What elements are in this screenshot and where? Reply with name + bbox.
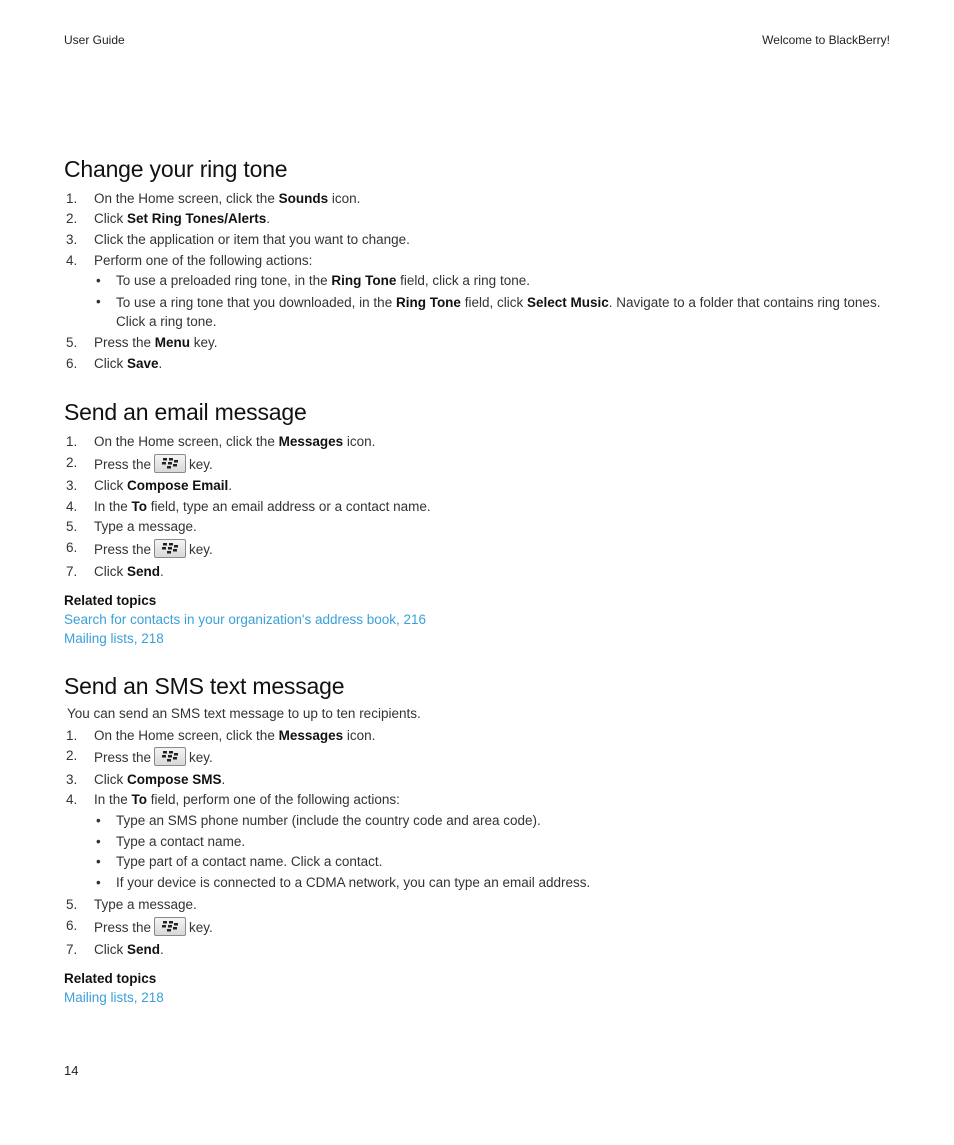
step-text: Press the key.	[94, 454, 213, 474]
step-text: Click Compose Email.	[94, 478, 233, 493]
step-number: 6.	[66, 356, 78, 371]
blackberry-menu-key-icon	[154, 747, 186, 766]
step-text: Press the Menu key.	[94, 335, 218, 350]
bullet-text: Type part of a contact name. Click a contact.	[116, 854, 383, 869]
bullet-marker: •	[96, 273, 101, 288]
step-text: Press the key.	[94, 747, 213, 767]
step-text: On the Home screen, click the Messages icon.	[94, 434, 376, 449]
bullet-text: To use a ring tone that you downloaded, in the Ring Tone field, click Select Music. Navigate to a folder that contains ring tones. Click a ring tone.	[116, 295, 881, 329]
related-topics-heading: Related topics	[64, 971, 157, 986]
bullet-text: Type an SMS phone number (include the country code and area code).	[116, 813, 541, 828]
bullet-marker: •	[96, 854, 101, 869]
bullet-marker: •	[96, 294, 101, 309]
step-number: 2.	[66, 211, 78, 226]
related-topic-link[interactable]: Search for contacts in your organization's address book, 216	[64, 612, 427, 627]
section-title-sms: Send an SMS text message	[64, 673, 345, 699]
step-number: 7.	[66, 942, 78, 957]
step-text: In the To field, perform one of the following actions:	[94, 792, 400, 807]
running-header-left: User Guide	[64, 33, 125, 47]
step-number: 4.	[66, 792, 78, 807]
step-number: 2.	[66, 748, 78, 763]
page-number: 14	[64, 1063, 79, 1078]
step-number: 1.	[66, 728, 78, 743]
related-topic-link[interactable]: Mailing lists, 218	[64, 990, 164, 1005]
step-number: 1.	[66, 434, 78, 449]
step-number: 7.	[66, 564, 78, 579]
step-number: 5.	[66, 335, 78, 350]
step-text: On the Home screen, click the Messages icon.	[94, 728, 376, 743]
step-text: Type a message.	[94, 519, 197, 534]
step-text: Click Compose SMS.	[94, 772, 226, 787]
step-text: In the To field, type an email address or a contact name.	[94, 499, 431, 514]
step-text: Press the key.	[94, 917, 213, 937]
step-text: Click Send.	[94, 942, 164, 957]
step-text: Click Set Ring Tones/Alerts.	[94, 211, 271, 226]
step-number: 3.	[66, 478, 78, 493]
step-text: On the Home screen, click the Sounds icon.	[94, 191, 361, 206]
step-number: 5.	[66, 519, 78, 534]
step-text: Perform one of the following actions:	[94, 253, 313, 268]
running-header-right: Welcome to BlackBerry!	[762, 33, 890, 47]
bullet-marker: •	[96, 834, 101, 849]
step-number: 4.	[66, 499, 78, 514]
related-topics-heading: Related topics	[64, 593, 157, 608]
step-number: 1.	[66, 191, 78, 206]
step-text: Click the application or item that you want to change.	[94, 232, 410, 247]
section-intro: You can send an SMS text message to up to ten recipients.	[67, 706, 421, 721]
step-number: 2.	[66, 455, 78, 470]
section-title-email: Send an email message	[64, 399, 307, 425]
step-number: 6.	[66, 918, 78, 933]
blackberry-menu-key-icon	[154, 454, 186, 473]
step-text: Click Send.	[94, 564, 164, 579]
step-number: 4.	[66, 253, 78, 268]
blackberry-menu-key-icon	[154, 539, 186, 558]
related-topic-link[interactable]: Mailing lists, 218	[64, 631, 164, 646]
bullet-marker: •	[96, 813, 101, 828]
bullet-text: If your device is connected to a CDMA network, you can type an email address.	[116, 875, 591, 890]
step-number: 3.	[66, 232, 78, 247]
step-text: Click Save.	[94, 356, 163, 371]
step-number: 5.	[66, 897, 78, 912]
step-text: Type a message.	[94, 897, 197, 912]
section-title-ring-tone: Change your ring tone	[64, 156, 288, 182]
bullet-text: To use a preloaded ring tone, in the Ring Tone field, click a ring tone.	[116, 273, 530, 288]
step-text: Press the key.	[94, 539, 213, 559]
bullet-text: Type a contact name.	[116, 834, 246, 849]
step-number: 6.	[66, 540, 78, 555]
bullet-marker: •	[96, 875, 101, 890]
blackberry-menu-key-icon	[154, 917, 186, 936]
step-number: 3.	[66, 772, 78, 787]
